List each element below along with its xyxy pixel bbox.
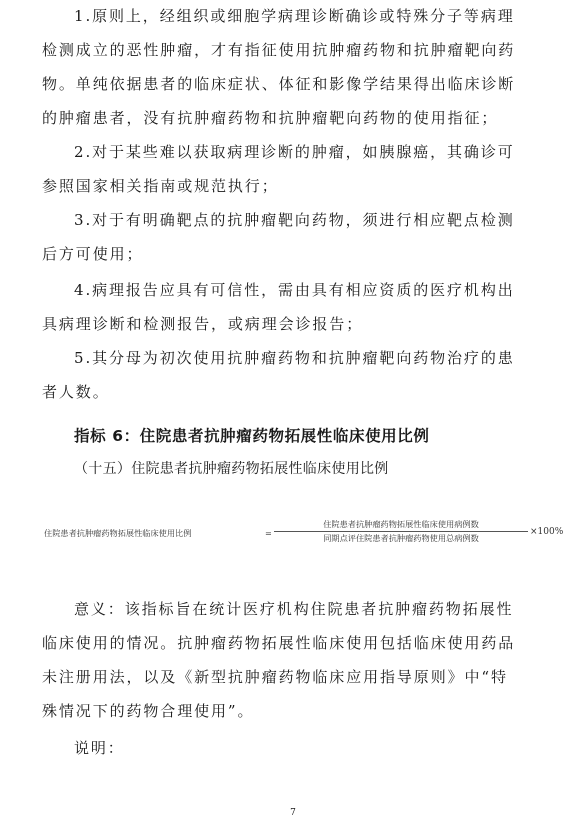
ratio-formula bbox=[44, 519, 564, 553]
rule-1-line-1: 1.原则上，经组织或细胞学病理诊断确诊或特殊分子等病理 bbox=[74, 7, 515, 25]
formula-lhs: 住院患者抗肿瘤药物拓展性临床使用比例 bbox=[44, 528, 192, 538]
notes-label: 说明： bbox=[74, 739, 125, 757]
rule-5-line-2: 者人数。 bbox=[42, 383, 110, 401]
rule-1-line-2: 检测成立的恶性肿瘤，才有指征使用抗肿瘤药物和抗肿瘤靶向药 bbox=[42, 41, 516, 59]
rule-5-line-1: 5.其分母为初次使用抗肿瘤药物和抗肿瘤靶向药物治疗的患 bbox=[74, 349, 515, 367]
meaning-line-1: 意义：该指标旨在统计医疗机构住院患者抗肿瘤药物拓展性 bbox=[74, 600, 514, 618]
meaning-line-2: 临床使用的情况。抗肿瘤药物拓展性临床使用包括临床使用药品 bbox=[42, 634, 516, 652]
rule-3-line-2: 后方可使用； bbox=[42, 245, 144, 263]
section-subheading: （十五）住院患者抗肿瘤药物拓展性临床使用比例 bbox=[74, 461, 389, 477]
rule-1-line-4: 的肿瘤患者，没有抗肿瘤药物和抗肿瘤靶向药物的使用指征； bbox=[42, 109, 499, 127]
rule-1-line-3: 物。单纯依据患者的临床症状、体征和影像学结果得出临床诊断 bbox=[42, 75, 516, 93]
formula-numerator: 住院患者抗肿瘤药物拓展性临床使用病例数 bbox=[323, 519, 479, 529]
page-number: 7 bbox=[290, 808, 296, 818]
rule-4-line-2: 具病理诊断和检测报告，或病理会诊报告； bbox=[42, 315, 364, 333]
formula-equals: = bbox=[265, 528, 272, 538]
rule-3-line-1: 3.对于有明确靶点的抗肿瘤靶向药物，须进行相应靶点检测 bbox=[74, 211, 515, 229]
indicator-heading: 指标 6：住院患者抗肿瘤药物拓展性临床使用比例 bbox=[74, 427, 430, 445]
fraction-bar bbox=[274, 531, 528, 532]
meaning-line-4: 殊情况下的药物合理使用”。 bbox=[42, 702, 255, 720]
formula-fraction bbox=[274, 519, 528, 544]
rule-2-line-2: 参照国家相关指南或规范执行； bbox=[42, 177, 279, 195]
formula-denominator: 同期点评住院患者抗肿瘤药物使用总病例数 bbox=[323, 533, 479, 543]
rule-2-line-1: 2.对于某些难以获取病理诊断的肿瘤，如胰腺癌，其确诊可 bbox=[74, 143, 515, 161]
formula-multiplier: ×100% bbox=[530, 527, 564, 537]
rule-4-line-1: 4.病理报告应具有可信性，需由具有相应资质的医疗机构出 bbox=[74, 281, 515, 299]
meaning-line-3: 未注册用法，以及《新型抗肿瘤药物临床应用指导原则》中“特 bbox=[42, 668, 508, 686]
